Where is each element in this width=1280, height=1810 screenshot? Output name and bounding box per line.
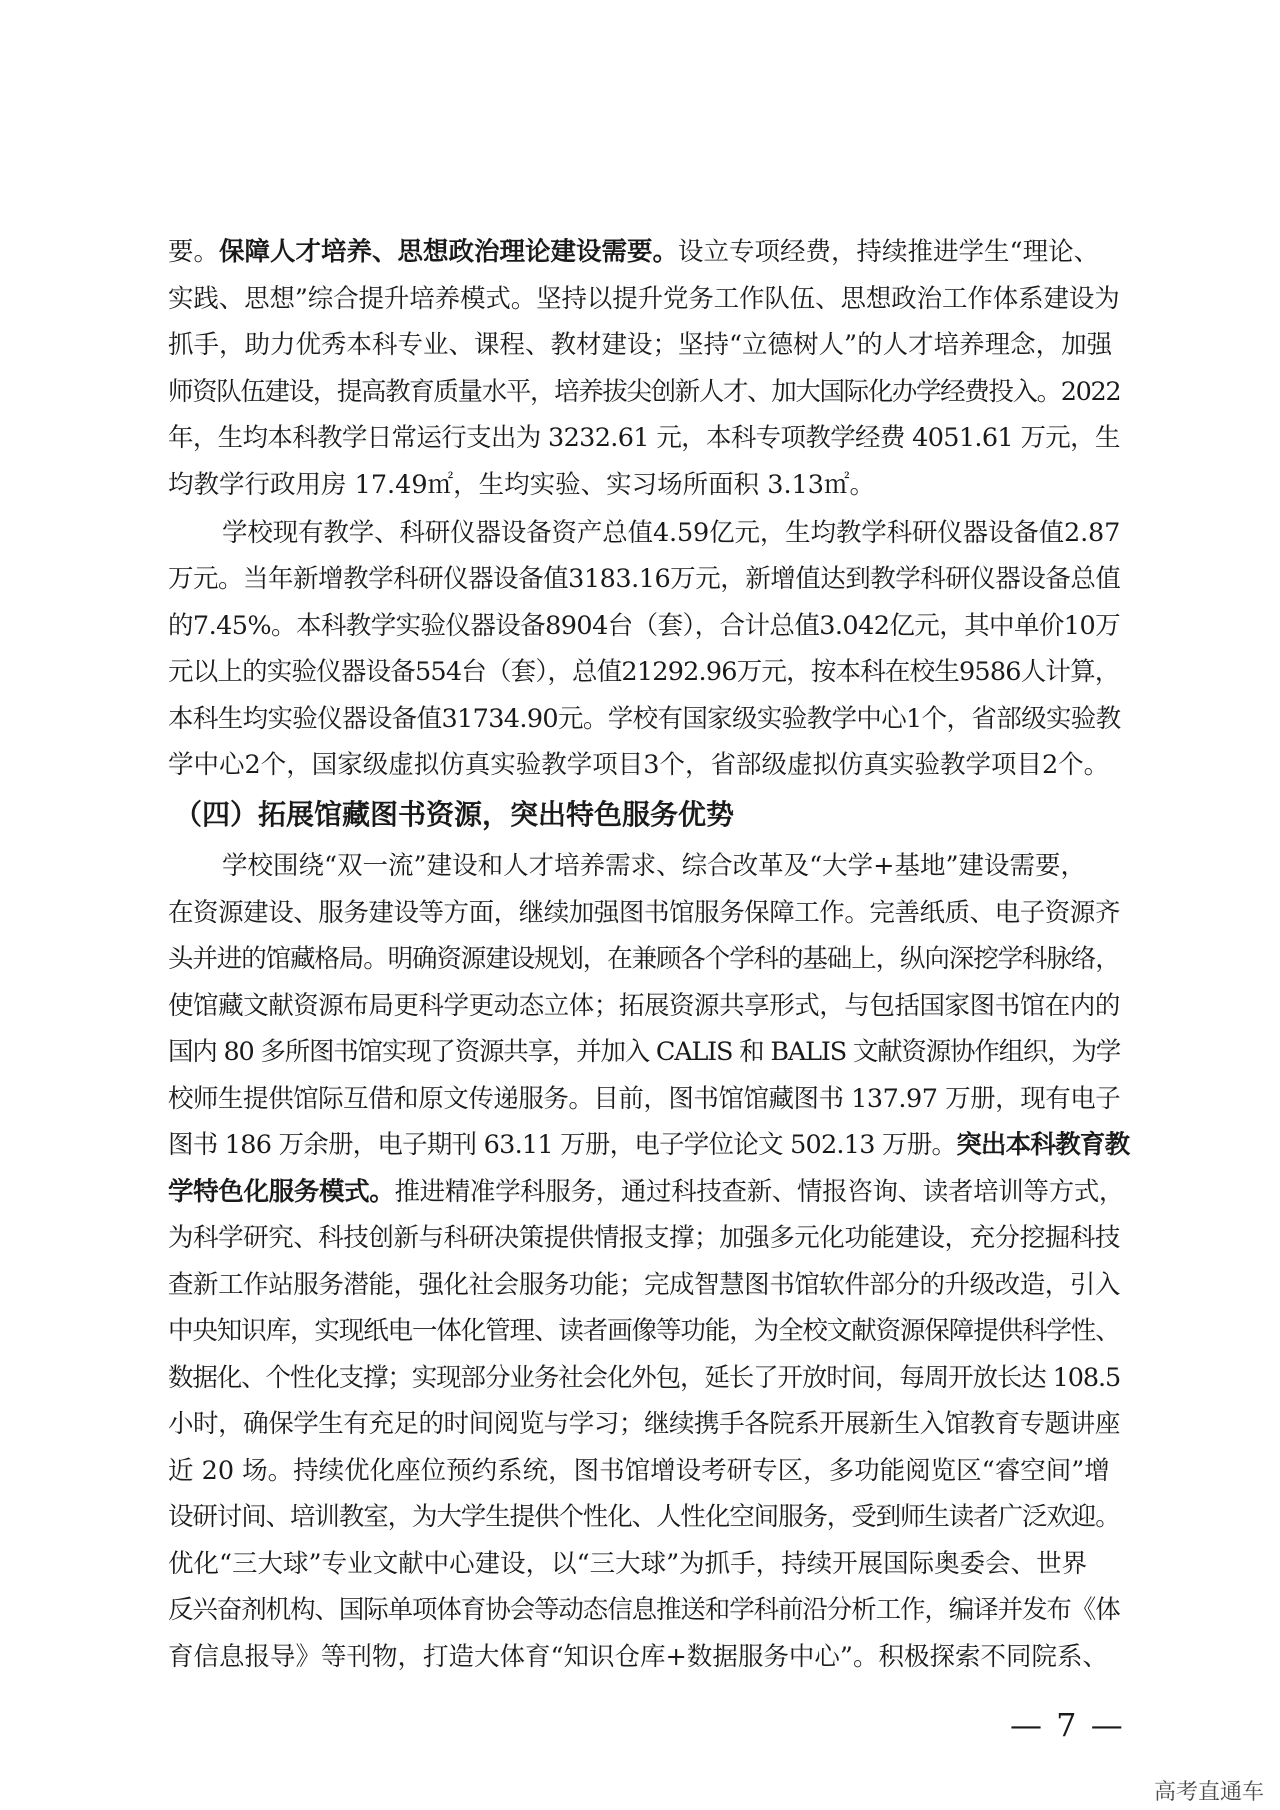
text-line: 为科学研究、科技创新与科研决策提供情报支撑；加强多元化功能建设，充分挖掘科技 (168, 1223, 1120, 1253)
text-line: 师资队伍建设，提高教育质量水平，培养拔尖创新人才、加大国际化办学经费投入。2022 (168, 377, 1121, 407)
text-line: 头并进的馆藏格局。明确资源建设规划，在兼顾各个学科的基础上，纵向深挖学科脉络， (168, 944, 1120, 974)
section-heading: （四）拓展馆藏图书资源，突出特色服务优势 (174, 798, 735, 831)
text-line: 学校围绕“双一流”建设和人才培养需求、综合改革及“大学+基地”建设需要， (222, 851, 1087, 881)
text-line: 查新工作站服务潜能，强化社会服务功能；完成智慧图书馆软件部分的升级改造，引入 (168, 1270, 1120, 1300)
text-line: 均教学行政用房 17.49㎡，生均实验、实习场所面积 3.13㎡。 (168, 470, 875, 500)
text-line: 万元。当年新增教学科研仪器设备值3183.16万元，新增值达到教学科研仪器设备总值 (168, 564, 1121, 594)
bold-emphasis: 保障人才培养、思想政治理论建设需要。 (219, 237, 679, 267)
text-line: 设研讨间、培训教室，为大学生提供个性化、人性化空间服务，受到师生读者广泛欢迎。 (168, 1502, 1120, 1532)
text-line: 数据化、个性化支撑；实现部分业务社会化外包，延长了开放时间，每周开放长达 108.5 (168, 1363, 1121, 1393)
text-line: 校师生提供馆际互借和原文传递服务。目前，图书馆馆藏图书 137.97 万册，现有电子 (168, 1084, 1121, 1114)
text-line: 学中心2个，国家级虚拟仿真实验教学项目3个，省部级虚拟仿真实验教学项目2个。 (168, 750, 1110, 780)
text-line: 元以上的实验仪器设备554台（套），总值21292.96万元，按本科在校生9586人计算， (168, 657, 1120, 687)
text-line: 本科生均实验仪器设备值31734.90元。学校有国家级实验教学中心1个，省部级实验教 (168, 704, 1121, 734)
text-line: 要。保障人才培养、思想政治理论建设需要。设立专项经费，持续推进学生“理论、 (168, 237, 1100, 267)
bold-emphasis: 学特色化服务模式。 (168, 1177, 395, 1207)
text-line: 图书 186 万余册，电子期刊 63.11 万册，电子学位论文 502.13 万册。突出本科教育教 (168, 1130, 1130, 1160)
text-line: 的7.45%。本科教学实验仪器设备8904台（套），合计总值3.042亿元，其中单价10万 (168, 611, 1121, 641)
page-number: — 7 — (1010, 1706, 1125, 1744)
text-line: 育信息报导》等刊物，打造大体育“知识仓库+数据服务中心”。积极探索不同院系、 (168, 1642, 1108, 1672)
bold-emphasis: 突出本科教育教 (956, 1130, 1130, 1160)
text-line: 国内 80 多所图书馆实现了资源共享，并加入 CALIS 和 BALIS 文献资源协作组织，为学 (168, 1037, 1121, 1067)
text-line: 优化“三大球”专业文献中心建设，以“三大球”为抓手，持续开展国际奥委会、世界 (168, 1549, 1088, 1579)
text-line: 学校现有教学、科研仪器设备资产总值4.59亿元，生均教学科研仪器设备值2.87 (222, 518, 1121, 548)
text-line: 实践、思想”综合提升培养模式。坚持以提升党务工作队伍、思想政治工作体系建设为 (168, 284, 1120, 314)
text-line: 中央知识库，实现纸电一体化管理、读者画像等功能，为全校文献资源保障提供科学性、 (168, 1316, 1120, 1346)
text-line: 反兴奋剂机构、国际单项体育协会等动态信息推送和学科前沿分析工作，编译并发布《体 (168, 1595, 1120, 1625)
text-line: 近 20 场。持续优化座位预约系统，图书馆增设考研专区，多功能阅览区“睿空间”增 (168, 1456, 1110, 1486)
text-line: 学特色化服务模式。推进精准学科服务，通过科技查新、情报咨询、读者培训等方式， (168, 1177, 1125, 1207)
text-line: 使馆藏文献资源布局更科学更动态立体；拓展资源共享形式，与包括国家图书馆在内的 (168, 991, 1120, 1021)
text-line: 年，生均本科教学日常运行支出为 3232.61 元，本科专项教学经费 4051.61 万元，生 (168, 423, 1120, 453)
text-line: 小时，确保学生有充足的时间阅览与学习；继续携手各院系开展新生入馆教育专题讲座 (168, 1409, 1120, 1439)
text-line: 抓手，助力优秀本科专业、课程、教材建设；坚持“立德树人”的人才培养理念，加强 (168, 330, 1113, 360)
text-line: 在资源建设、服务建设等方面，继续加强图书馆服务保障工作。完善纸质、电子资源齐 (168, 898, 1120, 928)
watermark-text: 高考直通车 (1153, 1780, 1264, 1805)
